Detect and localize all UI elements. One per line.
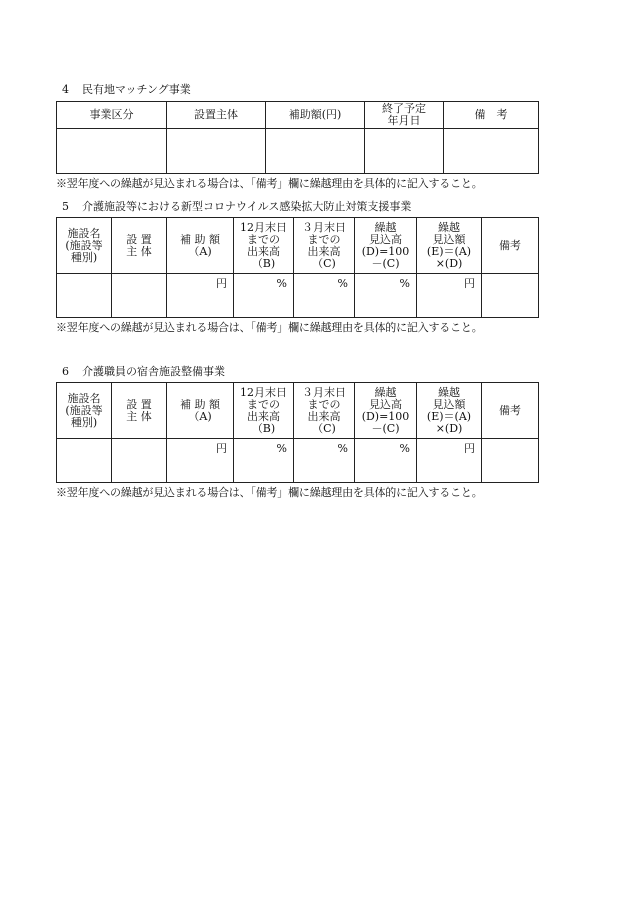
- table-cell[interactable]: 円: [417, 439, 482, 483]
- table-cell[interactable]: [57, 274, 112, 318]
- table-section-5: [56, 217, 539, 318]
- table-cell[interactable]: [112, 439, 167, 483]
- section-6: [56, 365, 538, 500]
- header-cell: 備考: [482, 383, 539, 439]
- table-cell[interactable]: %: [234, 439, 294, 483]
- header-cell: 12月末日 までの 出来高 （B): [234, 218, 294, 274]
- section-number: 5: [62, 200, 69, 213]
- table-cell[interactable]: %: [234, 274, 294, 318]
- section-number: 6: [62, 365, 69, 378]
- table-header-row: [57, 383, 539, 439]
- table-section-6: [56, 382, 539, 483]
- section-title-text: 介護職員の宿舎施設整備事業: [82, 365, 225, 378]
- header-cell: ３月末日 までの 出来高 （C): [294, 383, 355, 439]
- header-cell: 備考: [482, 218, 539, 274]
- table-cell[interactable]: 円: [167, 439, 234, 483]
- table-cell[interactable]: %: [355, 274, 417, 318]
- header-cell: 終了予定 年月日: [365, 102, 444, 129]
- table-cell[interactable]: [482, 274, 539, 318]
- header-cell: 施設名 (施設等 種別): [57, 383, 112, 439]
- table-cell[interactable]: %: [355, 439, 417, 483]
- header-cell: 繰越 見込高 (D)=100 －(C): [355, 218, 417, 274]
- table-section-4: [56, 101, 539, 174]
- header-cell: 繰越 見込高 (D)=100 －(C): [355, 383, 417, 439]
- note-text: ※翌年度への繰越が見込まれる場合は、「備考」欄に繰越理由を具体的に記入すること。: [56, 177, 483, 190]
- table-cell[interactable]: %: [294, 439, 355, 483]
- note-text: ※翌年度への繰越が見込まれる場合は、「備考」欄に繰越理由を具体的に記入すること。: [56, 486, 483, 499]
- table-cell[interactable]: [444, 129, 539, 174]
- header-cell: 設 置 主 体: [112, 218, 167, 274]
- table-cell[interactable]: 円: [167, 274, 234, 318]
- header-cell: 補 助 額 （A): [167, 218, 234, 274]
- section-number: 4: [62, 83, 69, 96]
- header-cell: 備 考: [444, 102, 539, 129]
- section-5-title: [54, 200, 538, 214]
- table-cell[interactable]: [57, 439, 112, 483]
- table-row: [57, 274, 539, 318]
- header-cell: 設置主体: [167, 102, 266, 129]
- header-cell: 繰越 見込額 (E)＝(A) ×(D): [417, 218, 482, 274]
- header-cell: 事業区分: [57, 102, 167, 129]
- header-cell: 繰越 見込額 (E)＝(A) ×(D): [417, 383, 482, 439]
- table-cell[interactable]: [482, 439, 539, 483]
- header-cell: 施設名 (施設等 種別): [57, 218, 112, 274]
- header-cell: ３月末日 までの 出来高 （C): [294, 218, 355, 274]
- table-row: [57, 439, 539, 483]
- table-cell[interactable]: [167, 129, 266, 174]
- header-cell: 12月末日 までの 出来高 （B): [234, 383, 294, 439]
- table-cell[interactable]: 円: [417, 274, 482, 318]
- section-4: [56, 83, 538, 191]
- section-6-title: [54, 365, 538, 379]
- table-header-row: [57, 218, 539, 274]
- table-row: [57, 129, 539, 174]
- table-cell[interactable]: [365, 129, 444, 174]
- table-cell[interactable]: %: [294, 274, 355, 318]
- header-cell: 補助額(円): [266, 102, 365, 129]
- header-cell: 補 助 額 （A): [167, 383, 234, 439]
- table-cell[interactable]: [112, 274, 167, 318]
- table-cell[interactable]: [57, 129, 167, 174]
- table-header-row: [57, 102, 539, 129]
- section-5: [56, 200, 538, 335]
- section-title-text: 民有地マッチング事業: [82, 83, 191, 96]
- table-cell[interactable]: [266, 129, 365, 174]
- section-title-text: 介護施設等における新型コロナウイルス感染拡大防止対策支援事業: [82, 200, 412, 213]
- section-4-title: [54, 83, 538, 97]
- header-cell: 設 置 主 体: [112, 383, 167, 439]
- note-text: ※翌年度への繰越が見込まれる場合は、「備考」欄に繰越理由を具体的に記入すること。: [56, 321, 483, 334]
